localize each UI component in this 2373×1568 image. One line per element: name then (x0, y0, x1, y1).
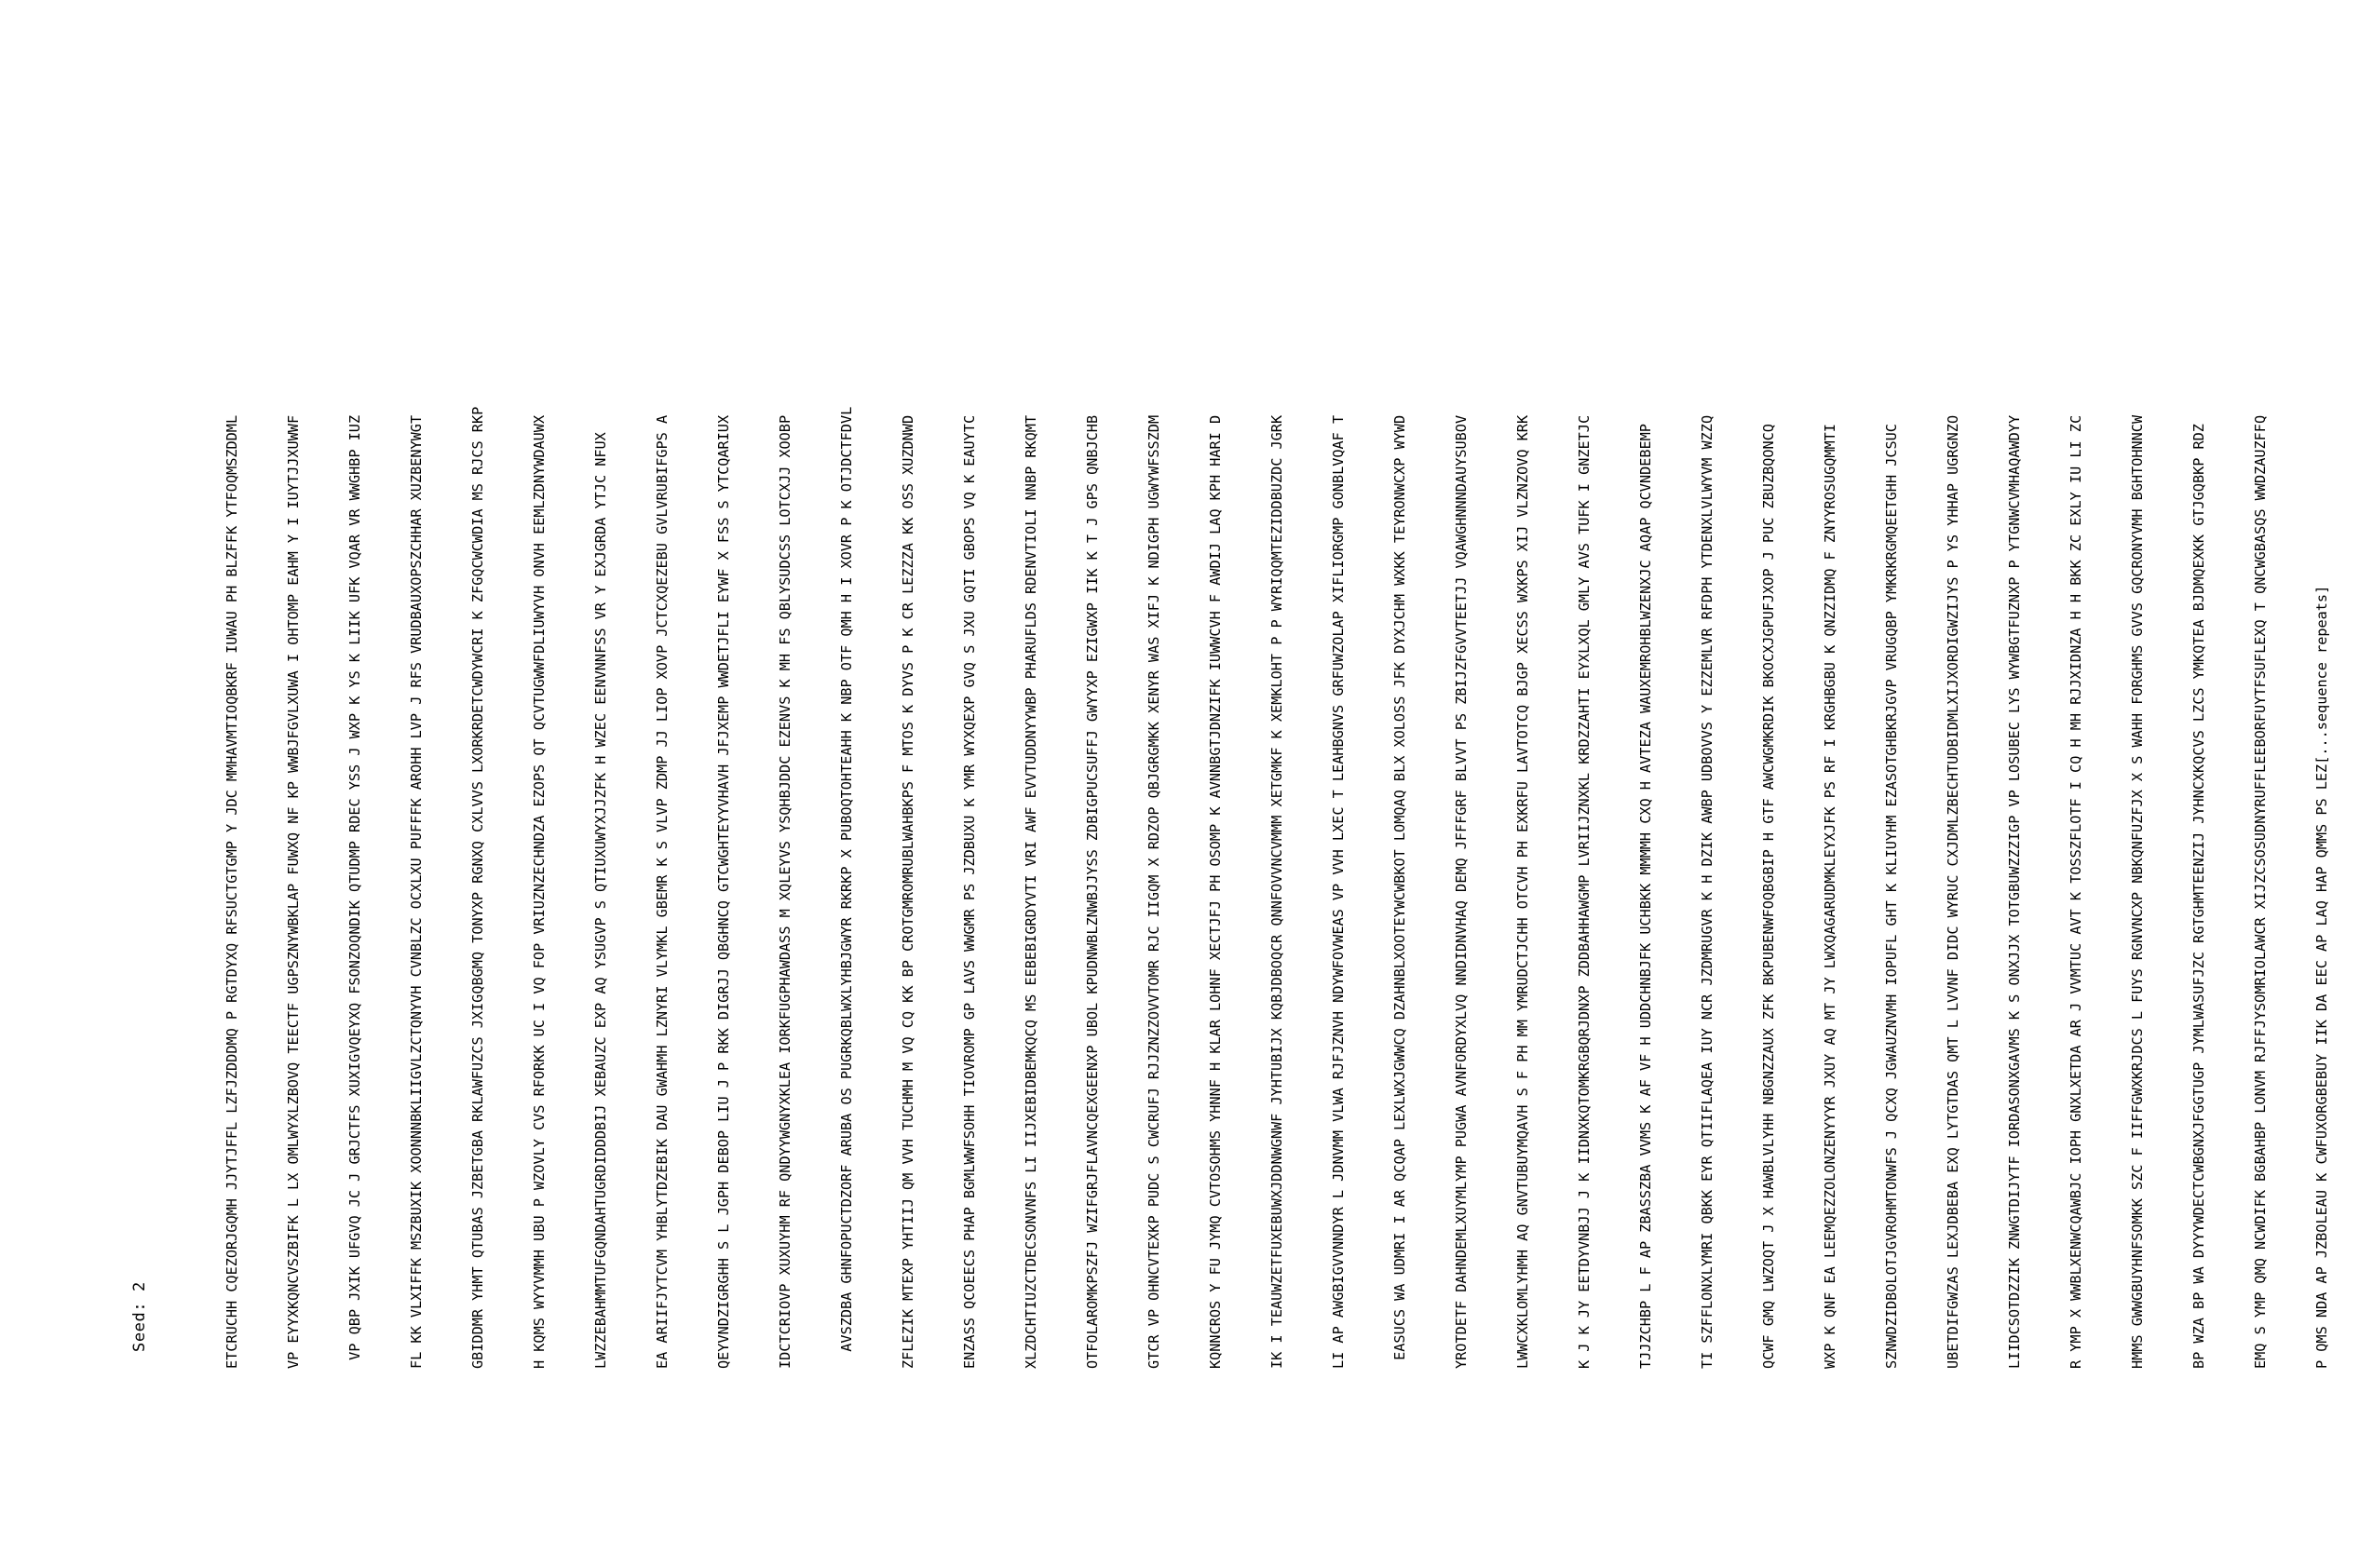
text-line: ZFLEZIK MTEXP YHTIIJ QM VVH TUCHMH M VQ CQ KK BP CROTGMROMRUBLWAHBKPS F MTOS K DYVS P K CR LEZZZA KK OSS XUZDNWD (900, 414, 916, 1369)
text-line: VP EYYXKQNCVSZBIFK L LX OMLWYXLZBOVQ TEECTF UGPSZNYWBKLAP FUWXQ NF KP WWBJFGVLXUWA I OHTOMP EAHM Y I IUYTJJXUWWF (285, 414, 302, 1369)
text-line: BP WZA BP WA DYYYWDECTCWBGNXJFGGTUGP JYMLWASUFJZC RGTGHMTEENZIJ JYHNCXKQCVS LZCS YMKQTEA BJDMQEXKK GTJGQBKP RDZ (2190, 424, 2207, 1369)
text-line: FL KK VLXIFFK MSZBUXIK XOONNNBKLIIGVLZCTQNYVH CVNBLZC OCXLXU PUFFFK AROHH LVP J RFS VRUDBAUXOPSZCHHAR XUZBENYWGT (408, 414, 425, 1369)
text-line: OTFOLAROMKPSZFJ WZIFGRJFLAVNCQEXGEENXP UBOL KPUDNWBLZNWBJJYSS ZDBIGPUCSUFFJ GWYYXP EZIGWXP IIK K T J GPS QNBJCHB (1084, 414, 1101, 1369)
text-line: TI SZFFLONXLYMRI QBKK EYR QTIIFLAQEA IUY NCR JZDMRUGVR K H DZIK AWBP UDBOVVS Y EZZEMLVR RFDPH YTDENXLVLWYVM WZZQ (1699, 414, 1715, 1369)
text-line: KQNNCROS Y FU JYMQ CVTOSOHMS YHNNF H KLAR LOHNF XECTJFJ PH OSOMP K AVNNBGTJDNZIFK IUWWCVH F AWDIJ LAQ KPH HARI D (1207, 414, 1224, 1369)
rotated-text-block (130, 112, 2373, 1369)
text-line: P QMS NDA AP JZBOLEAU K CWFUXORGBEBUY IIK DA EEC AP LAQ HAP QMMS PS LEZ[...sequence repeats] (2313, 585, 2330, 1369)
text-line: IK I TEAUWZETFUXEBUWXJDDNWGNWF JYHTUBIJX KQBJDBOQCR QNNFOVVNCVMMM XETGMKF K XEMKLOHT P P WYRIQQMTEZIDDBUZDC JGRK (1268, 414, 1285, 1369)
sequence-text (181, 112, 2373, 1369)
text-line: LWWCXKLOMLYHMH AQ GNVTUBUYMQAVH S F PH MM YMRUDCTJCHH OTCVH PH EXKRFU LAVTOTCQ BJGP XECSS WXKPS XIJ VLZNZOVQ KRK (1514, 414, 1531, 1369)
text-line: GTCR VP OHNCVTEXKP PUDC S CWCRUFJ RJJZNZZOVVTOMR RJC IIGQM X RDZOP QBJGRGMKK XENYR WAS XIFJ K NDIGPH UGWYWFSSZDM (1146, 414, 1162, 1369)
text-line: EA ARIIFJYTCVM YHBLYTDZEBIK DAU GWAHMH LZNYRI VLYMKL GBEMR K S VLVP ZDMP JJ LIOP XOVP JCTCXQEZEBU GVLVRUBIFGPS A (654, 414, 671, 1369)
text-line: QCWF GMQ LWZOQT J X HAWBLVLYHH NBGNZZAUX ZFK BKPUBENWFOQBGBIP H GTF AWCWGMKRDIK BKOCXJGPUFJXOP J PUC ZBUZBQONCQ (1760, 424, 1777, 1369)
text-line: WXP K QNF EA LEEMQEZZOLONZENYYYR JXUY AQ MT JY LWXQAGARUDMKLEYXJFK PS RF I KRGHBGBU K QNZZIDMQ F ZNYYROSUGQMMTI (1822, 424, 1838, 1369)
text-line: GBIDDMR YHMT QTUBAS JZBETGBA RKLAWFUZCS JXIGQBGMQ TONYXP RGNXQ CXLVVS LXORKRDETCWDYWCRI K ZFGQCWCWDIA MS RJCS RKP (469, 406, 486, 1369)
seed-label: Seed: 2 (130, 1281, 149, 1352)
text-line: YROTDETF DAHNDEMLXUYMLYMP PUGWA AVNFORDYXLVQ NNDIDNVHAQ DEMQ JFFFGRF BLVVT PS ZBIJZFGVVTEETJJ VQAWGHNNNDAUYSUBOV (1453, 414, 1470, 1369)
text-line: SZNWDZIDBOLOTJGVROHMTONWFS J QCXQ JGWAUZNVMH IOPUFL GHT K KLIUYHM EZASOTGHBKRJGVP VRUGQBP YMKRKRGMQEETGHH JCSUC (1883, 424, 1900, 1369)
text-line: AVSZDBA GHNFOPUCTDZORF ARUBA OS PUGRKQBLWXLYHBJGWYR RKRKP X PUBOQTOHTEAHH K NBP OTF QMH H I XOVR P K OTJDCTFDVL (838, 406, 855, 1369)
text-line: QEYVNDZIGRGHH S L JGPH DEBOP LIU J P RKK DIGRJJ QBGHNCQ GTCWGHTEYYVHAVH JFJXEMP WWDETJFLI EYWF X FSS S YTCQARIUX (715, 414, 732, 1369)
text-line: R YMP X WWBLXENWCQAWBJC IOPH GNXLXETDA AR J VVMTUC AVT K TOSSZFLOTF I CQ H MH RJJXIDNZA H H BKK ZC EXLY IU LI ZC (2068, 414, 2084, 1369)
text-line: K J K JY EETDYVNBJJ J K IIDNXKQTOMKRGBQRJDNXP ZDDBAHHAWGMP LVRIIJZNXKL KRDZZAHTI EYXLXQL GMLY AVS TUFK I GNZETJC (1576, 414, 1593, 1369)
text-line: LWZZEBAHMMTUFGQNDAHTUGRDIDDDBIJ XEBAUZC EXP AQ YSUGVP S QTIUXUWYXJJZFK H WZEC EENVNNFSS VR Y EXJGRDA YTJC NFUX (592, 432, 609, 1369)
text-line: XLZDCHTIUZCTDECSONVNFS LI IIJXEBIDBEMKQCQ MS EEBEBIGRDYVTI VRI AWF EVVTUDDNYYWBP PHARUFLDS RDENVTIOLI NNBP RKQMT (1023, 414, 1039, 1369)
text-line: ENZASS QCOEECS PHAP BGMLWWFSOHH TIOVROMP GP LAVS WWGMR PS JZDBUXU K YMR WYXQEXP GVQ S JXU GQTI GBOPS VQ K EAUYTC (961, 414, 978, 1369)
text-line: UBETDIFGWZAS LEXJDBEBA EXQ LYTGTDAS QMT L LVVNF DIDC WYRUC CXJDMLZBECHTUDBIDMLXIJXORDIGWZIJYS P YS YHHAP UGRGNZO (1945, 414, 1961, 1369)
text-line: LI AP AWGBIGVVNNDYR L JDNVMM VLWA RJFJZNVH NDYWFOVWEAS VP VVH LXEC T LEAHBGNVS GRFUWZOLAP XIFLIORGMP GONBLVQAF T (1330, 414, 1347, 1369)
text-line: IDCTCRIOVP XUXUYHM RF QNDYYWGNYXKLEA IORKFUGPHAWDASS M XQLEYVS YSQHBJDDC EZENVS K MH FS QBLYSUDCSS LOTCXJJ XOOBP (777, 414, 793, 1369)
text-line: HMMS GWWGBUYHNFSOMKK SZC F IIFFGWXKRJDCS L FUYS RGNVNCXP NBKQNFUZFJX X S WAHH FORGHMS GVVS GQCRONYVMH BGHTOHNNCW (2129, 414, 2146, 1369)
text-line: TJJZCHBP L F AP ZBASSZBA VVMS K AF VF H UDDCHNBJFK UCHBKK MMMMH CXQ H AVTEZA WAUXEMROHBLWZENXJC AQAP QCVNDEBEMP (1637, 424, 1654, 1369)
text-line: EMQ S YMP QMQ NCWDIFK BGBAHBP LONVM RJFFJYSOMRIOLAWCR XIJZCSOSUDNYRUFFLEEBORFUYTFSUFLEXQ T QNCWGBASQS WWDZAUZFFQ (2252, 414, 2269, 1369)
text-line: LIIDCSOTDZZIK ZNWGTDIJYTF IORDASONXGAVMS K S ONXJJX TOTGBUWZZZIGP VP LOSUBEC LYS WYWBGTFUZNXP P YTGNWCVMHAQAWDYY (2006, 414, 2023, 1369)
text-line: H KQMS WYYVMMH UBU P WZOVLY CVS RFORKK UC I VQ FOP VRIUZNZECHNDZA EZOPS QT QCVTUGWWFDLIUWYVH ONVH EEMLZDNYWDAUWX (531, 414, 548, 1369)
text-line: VP QBP JXIK UFGVQ JC J GRJCTFS XUXIGVQEYXQ FSONZOQNDIK QTUDMP RDEC YSS J WXP K YS K LIIK UFK VQAR VR WWGHBP IUZ (346, 414, 363, 1369)
text-line: ETCRUCHH CQEZORJGQMH JJYTJFFL LZFJZDDDMQ P RGTDYXQ RFSUCTGTGMP Y JDC MMHAVMTIOQBKRF IUWAU PH BLZFFK YTFOQMSZDDML (224, 414, 240, 1369)
text-line: EASUCS WA UDMRI I AR QCQAP LEXLWXJGWWCQ DZAHNBLXOOTEYWCWBKOT LOMQAQ BLX XOLOSS JFK DYXJCHM WXKK TEYRONWCXP WYWD (1391, 414, 1408, 1369)
